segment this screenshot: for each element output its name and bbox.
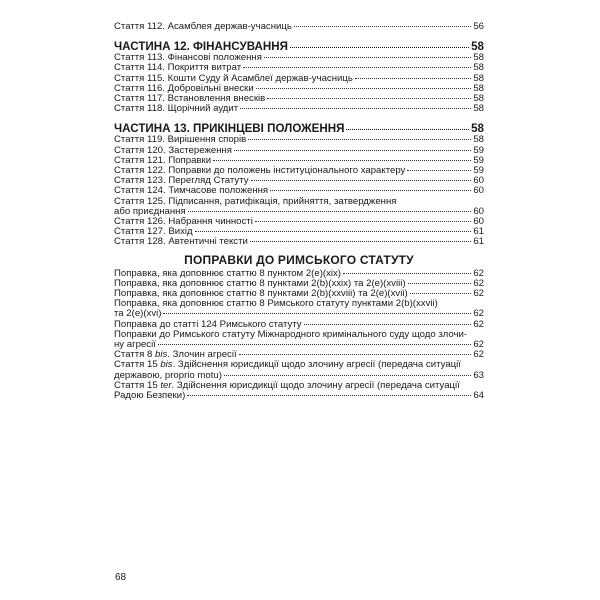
toc-entry[interactable] [114,330,484,350]
dot-leader [304,324,472,325]
dot-leader [255,221,472,222]
dot-leader [408,283,472,284]
toc-entry-label: Стаття 15 ter. Здійснення юрисдикції щодо злочину агресії (передача ситуації [114,379,460,391]
toc-entry[interactable] [114,22,484,32]
toc-entry-label: Поправка, яка доповнює статтю 8 пунктами 2(b)(xxviii) та 2(e)(xvii) [114,288,408,300]
toc-part-label: ЧАСТИНА 12. ФІНАНСУВАННЯ [114,40,288,54]
toc-entry-label: Стаття 120. Застереження [114,144,232,156]
dot-leader [213,160,471,161]
toc-entry-label: Стаття 124. Тимчасове положення [114,185,269,197]
dot-leader [240,108,471,109]
dot-leader [343,273,471,274]
toc-entry-page: 58 [473,52,484,64]
toc-entry-page: 58 [473,72,484,84]
toc-entry-label: Стаття 116. Добровільні внески [114,82,254,94]
toc-entry-page: 58 [473,134,484,146]
table-of-contents [114,22,484,401]
toc-entry-label-continued: та 2(e)(xvi) [114,308,162,320]
toc-entry-label-continued: Радою Безпеки) [114,390,186,402]
toc-entry-label: Стаття 115. Кошти Суду й Асамблеї держав-учасниць [114,72,353,84]
dot-leader [250,241,471,242]
section-title-amendments: ПОПРАВКИ ДО РИМСЬКОГО СТАТУТУ [184,252,414,267]
toc-entry-label: Стаття 112. Асамблея держав-учасниць [114,21,292,32]
dot-leader [239,354,472,355]
toc-part-page: 58 [471,40,484,54]
toc-entry-label: Стаття 121. Поправки [114,154,212,166]
toc-entry[interactable] [114,104,484,114]
toc-entry-label: Стаття 118. Щорічний аудит [114,103,239,115]
dot-leader [294,26,471,27]
toc-entry-page: 58 [473,93,484,105]
toc-entry-page: 58 [473,62,484,74]
toc-entry[interactable] [114,381,484,401]
dot-leader [187,395,471,396]
toc-entry-page: 63 [473,369,484,381]
toc-entry-page: 61 [473,226,484,238]
toc-entry-label: Стаття 126. Набрання чинності [114,216,253,228]
toc-entry-label-continued: ну агресії [114,339,156,351]
dot-leader [224,375,471,376]
toc-entry-label: Стаття 8 bis. Злочин агресії [114,349,237,361]
toc-entry[interactable] [114,360,484,380]
dot-leader [234,150,471,151]
toc-entry-page: 59 [473,154,484,166]
toc-entry-label: Поправка, яка доповнює статтю 8 пунктом 2(e)(xix) [114,267,341,279]
toc-entry-label: Поправка, яка доповнює статтю 8 пунктами 2(b)(xxix) та 2(e)(xviii) [114,277,406,289]
toc-entry-page: 62 [473,308,484,320]
toc-entry-label: Стаття 127. Вихід [114,226,193,238]
dot-leader [158,344,471,345]
dot-leader [290,47,469,48]
toc-entry-page: 64 [473,390,484,402]
toc-entry-page: 62 [473,318,484,330]
dot-leader [188,211,472,212]
dot-leader [270,190,471,191]
page-number: 68 [115,572,127,583]
toc-entry-label: Стаття 125. Підписання, ратифікація, прийняття, затвердження [114,195,397,207]
dot-leader [407,170,471,171]
toc-entry-label-continued: або приєднання [114,205,186,217]
toc-entry-page: 62 [473,339,484,351]
toc-entry-page: 61 [473,236,484,248]
toc-entry-label: Поправка, яка доповнює статтю 8 Римського статуту пунктами 2(b)(xxvii) [114,298,438,310]
toc-entry-page: 60 [473,185,484,197]
dot-leader [251,180,472,181]
toc-entry-label: Стаття 128. Автентичні тексти [114,236,248,248]
toc-entry-label: Стаття 119. Вирішення спорів [114,134,247,146]
dot-leader [346,129,469,130]
toc-entry-label: Стаття 114. Покриття витрат [114,62,242,74]
toc-entry-page: 62 [473,288,484,300]
dot-leader [248,139,471,140]
toc-part-label: ЧАСТИНА 13. ПРИКІНЦЕВІ ПОЛОЖЕННЯ [114,122,345,136]
toc-entry-label: Стаття 15 bis. Здійснення юрисдикції щодо злочину агресії (передача ситуації [114,359,461,371]
toc-entry-label: Стаття 117. Встановлення внесків [114,93,266,105]
toc-entry[interactable] [114,237,484,247]
toc-entry[interactable] [114,197,484,217]
toc-entry-label: Стаття 113. Фінансові положення [114,52,262,64]
dot-leader [267,98,471,99]
toc-entry-page: 62 [473,349,484,361]
toc-entry-page: 60 [473,205,484,217]
dot-leader [195,231,472,232]
toc-entry-page: 58 [473,103,484,115]
dot-leader [264,57,471,58]
toc-entry-page: 60 [473,175,484,187]
toc-entry-page: 59 [473,144,484,156]
toc-part-page: 58 [471,122,484,136]
toc-entry-page: 62 [473,267,484,279]
toc-entry-page: 60 [473,216,484,228]
toc-entry-label-continued: державою, proprio motu) [114,369,222,381]
toc-entry-page: 59 [473,165,484,177]
toc-entry-label: Поправка до статті 124 Римського статуту [114,318,302,330]
dot-leader [243,67,471,68]
toc-entry[interactable] [114,299,484,319]
toc-entry-label: Стаття 123. Перегляд Статуту [114,175,249,187]
toc-entry-page: 58 [473,82,484,94]
toc-entry-page: 56 [473,21,484,32]
dot-leader [355,78,471,79]
toc-entry-page: 62 [473,277,484,289]
dot-leader [163,313,471,314]
dot-leader [410,293,472,294]
dot-leader [256,88,472,89]
toc-entry-label: Поправки до Римського статуту Міжнародного кримінального суду щодо злочи- [114,328,468,340]
toc-entry-label: Стаття 122. Поправки до положень інституціонального характеру [114,165,406,177]
